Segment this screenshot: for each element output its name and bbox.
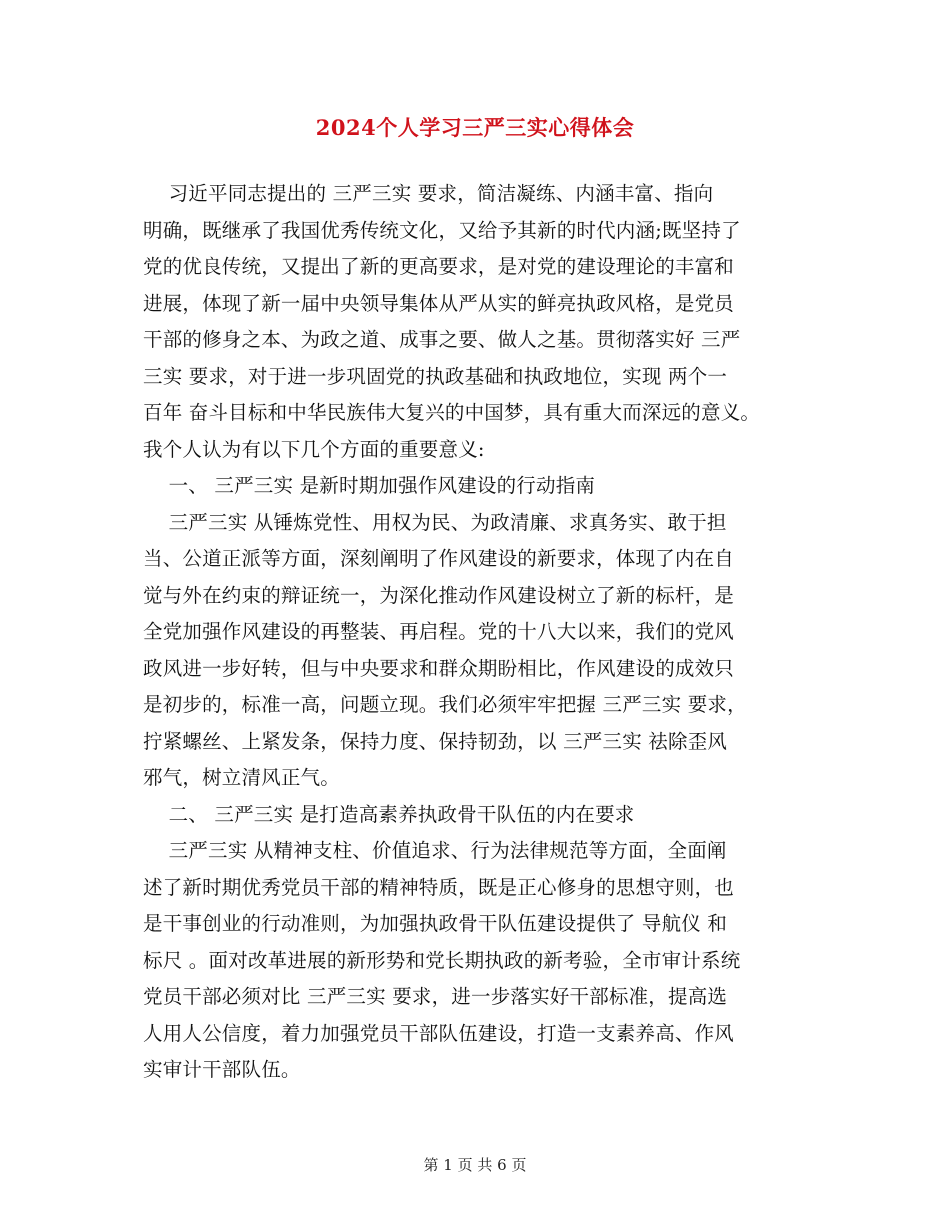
text-line: 进展，体现了新一届中央领导集体从严从实的鲜亮执政风格，是党员 [143, 291, 735, 315]
text-line: 是干事创业的行动准则，为加强执政骨干队伍建设提供了 导航仪 和 [143, 912, 728, 935]
text-line: 干部的修身之本、为政之道、成事之要、做人之基。贯彻落实好 三严 [143, 328, 741, 351]
text-line: 百年 奋斗目标和中华民族伟大复兴的中国梦，具有重大而深远的意义。 [143, 401, 761, 424]
text-line: 三实 要求，对于进一步巩固党的执政基础和执政地位，实现 两个一 [143, 364, 728, 388]
text-line: 习近平同志提出的 三严三实 要求，简洁凝练、内涵丰富、指向 [143, 182, 714, 205]
text-line: 拧紧螺丝、上紧发条，保持力度、保持韧劲，以 三严三实 祛除歪风 [143, 729, 728, 753]
document-body [143, 176, 823, 1089]
text-line: 我个人认为有以下几个方面的重要意义: [143, 437, 485, 461]
text-line: 当、公道正派等方面，深刻阐明了作风建设的新要求，体现了内在自 [143, 547, 735, 570]
text-line: 党员干部必须对比 三严三实 要求，进一步落实好干部标准，提高选 [143, 985, 728, 1008]
text-line: 政风进一步好转，但与中央要求和群众期盼相比，作风建设的成效只 [143, 656, 735, 680]
text-line: 标尺 。面对改革进展的新形势和党长期执政的新考验，全市审计系统 [143, 948, 741, 972]
text-line: 实审计干部队伍。 [143, 1058, 301, 1081]
text-line: 人用人公信度，着力加强党员干部队伍建设，打造一支素养高、作风 [143, 1021, 735, 1045]
text-line: 三严三实 从锤炼党性、用权为民、为政清廉、求真务实、敢于担 [143, 510, 727, 534]
text-line: 三严三实 从精神支柱、价值追求、行为法律规范等方面，全面阐 [143, 839, 727, 862]
text-line: 邪气，树立清风正气。 [143, 766, 341, 789]
text-line: 党的优良传统，又提出了新的更高要求，是对党的建设理论的丰富和 [143, 255, 735, 278]
section-heading: 一、 三严三实 是新时期加强作风建设的行动指南 [143, 474, 596, 497]
text-line: 明确，既继承了我国优秀传统文化，又给予其新的时代内涵;既坚持了 [143, 218, 741, 242]
document-title: 2024个人学习三严三实心得体会 [315, 115, 635, 140]
text-line: 全党加强作风建设的再整装、再启程。党的十八大以来，我们的党风 [143, 620, 735, 643]
section-heading: 二、 三严三实 是打造高素养执政骨干队伍的内在要求 [143, 802, 635, 826]
text-line: 觉与外在约束的辩证统一，为深化推动作风建设树立了新的标杆，是 [143, 583, 735, 607]
text-line: 是初步的，标准一高，问题立现。我们必须牢牢把握 三严三实 要求， [143, 693, 747, 716]
page-number-footer: 第 1 页 共 6 页 [423, 1156, 527, 1174]
text-line: 述了新时期优秀党员干部的精神特质，既是正心修身的思想守则，也 [143, 875, 735, 899]
